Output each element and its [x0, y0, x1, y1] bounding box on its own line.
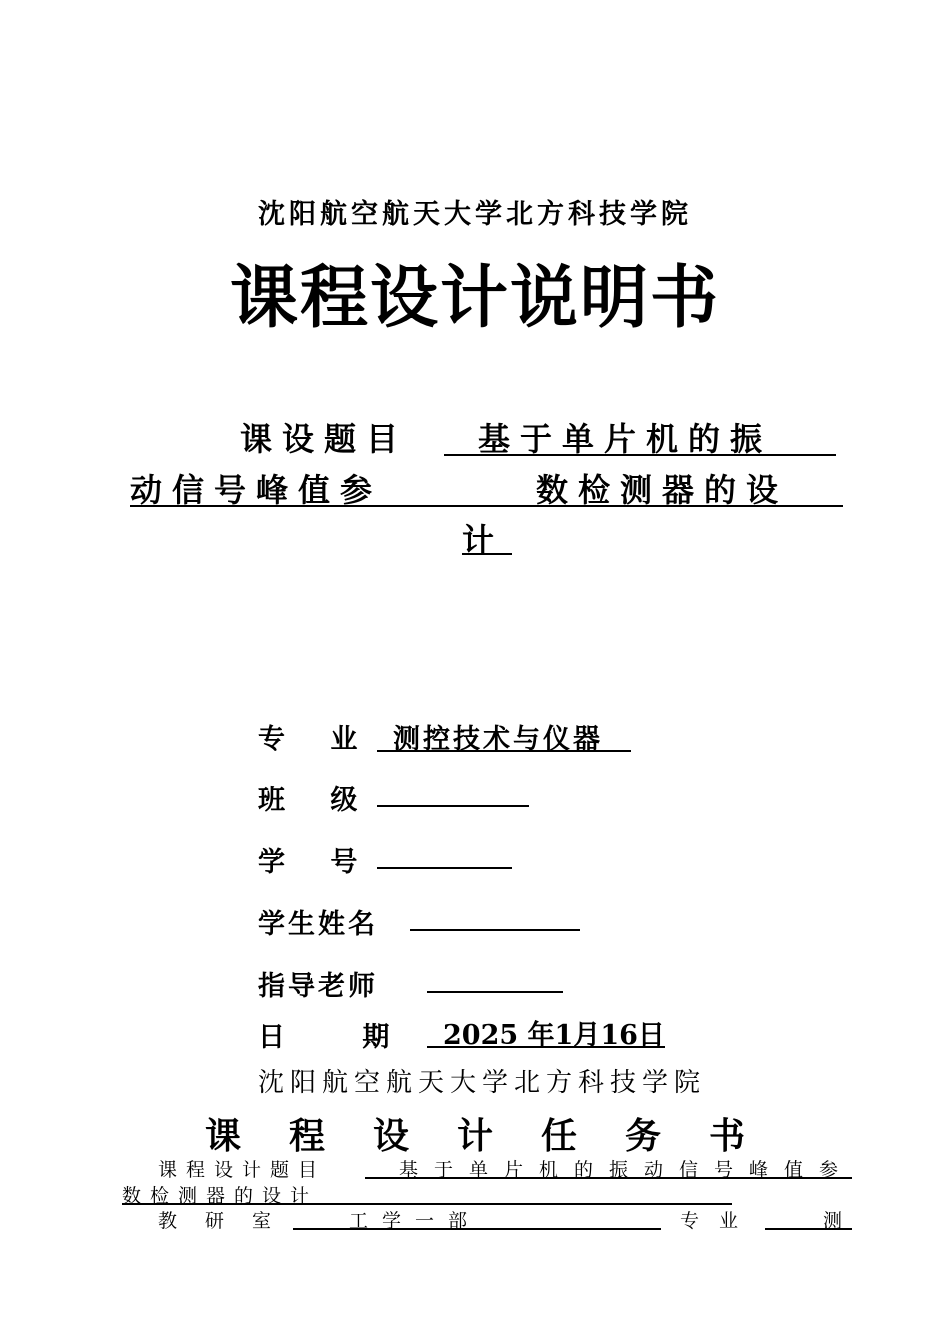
task-major-label: 专业: [680, 1210, 759, 1232]
class-label: 班 级: [258, 785, 361, 816]
date-label: 日 期: [258, 1022, 393, 1053]
task-major-value: 测: [822, 1210, 842, 1232]
dept-field: [293, 1206, 661, 1230]
major-field: [377, 717, 631, 755]
dept-label: 教研室: [158, 1210, 300, 1232]
advisor-blank: [427, 991, 563, 993]
task-topic-line-1: [365, 1155, 855, 1181]
major-label: 专 业: [258, 724, 361, 755]
student-name-blank: [410, 929, 580, 931]
task-book-title: 课程设计任务书: [204, 1115, 793, 1157]
topic-line-3-underline: [462, 515, 512, 559]
topic-line-2-underline: [130, 465, 843, 507]
task-topic-part2: 数检测器的设计: [122, 1185, 319, 1207]
topic-line-2b: 数检测器的设: [536, 471, 789, 509]
topic-line-1: 基于单片机的振: [478, 420, 773, 458]
date-value: 2025 年1月16日: [443, 1020, 665, 1051]
major-value: 测控技术与仪器: [393, 724, 603, 755]
task-school-name: 沈阳航空航天大学北方科技学院: [258, 1068, 707, 1098]
task-topic-label: 课程设计题目: [158, 1159, 327, 1181]
school-name-header: 沈阳航空航天大学北方科技学院: [258, 199, 692, 230]
topic-label: 课设题目: [240, 420, 409, 458]
task-major-field: [765, 1206, 852, 1230]
student-name-label: 学生姓名: [258, 909, 378, 940]
topic-line-1-underline: [444, 414, 836, 456]
student-id-label: 学 号: [258, 847, 361, 878]
student-id-blank: [377, 867, 512, 869]
topic-line-3: 计: [462, 521, 505, 559]
task-topic-line-2: [122, 1181, 732, 1205]
task-topic-part1: 基于单片机的振动信号峰值参: [399, 1159, 855, 1181]
date-field: [427, 1013, 665, 1051]
class-blank: [377, 805, 529, 807]
dept-value: 工学一部: [349, 1210, 482, 1232]
document-title: 课程设计说明书: [229, 258, 720, 338]
advisor-label: 指导老师: [258, 971, 378, 1002]
topic-line-2a: 动信号峰值参: [130, 471, 383, 509]
